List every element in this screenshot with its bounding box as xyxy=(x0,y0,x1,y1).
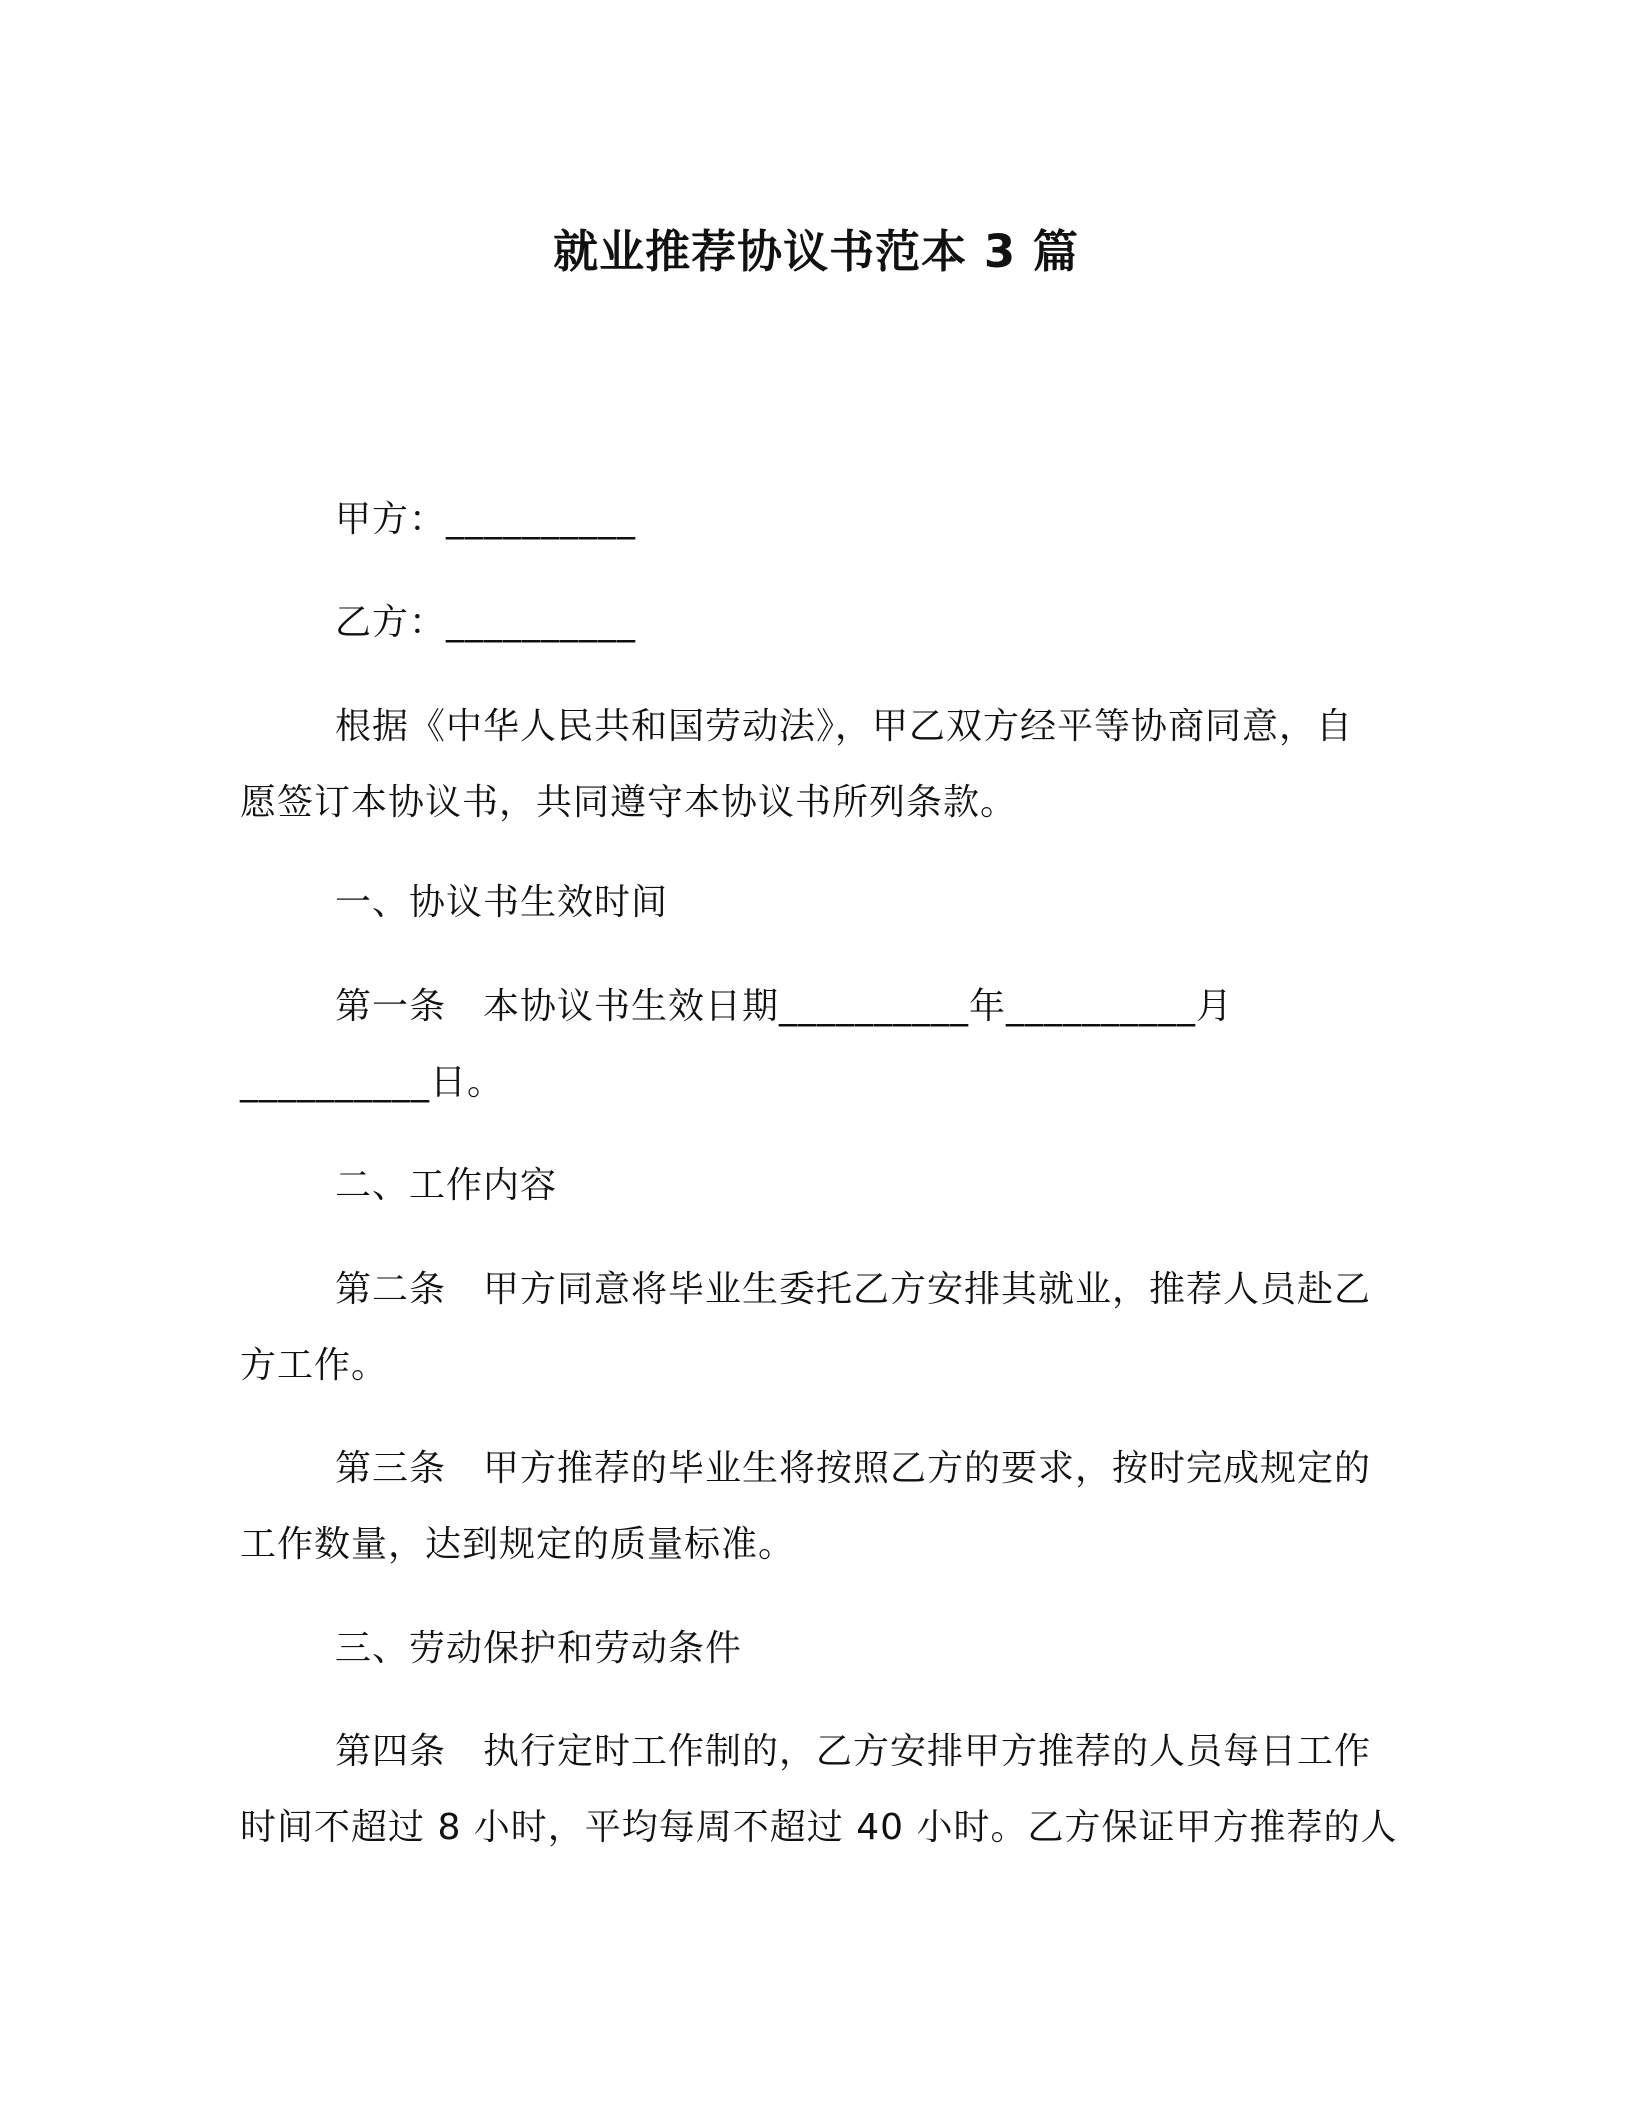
section-heading-2: 二、工作内容 xyxy=(335,1165,558,1206)
party-a-line: 甲方：__________ xyxy=(335,499,637,540)
article-3-line-2: 工作数量，达到规定的质量标准。 xyxy=(240,1524,796,1565)
document-title: 就业推荐协议书范本 3 篇 xyxy=(553,225,1079,278)
section-heading-3: 三、劳动保护和劳动条件 xyxy=(335,1628,743,1669)
article-4-line-1: 第四条 执行定时工作制的，乙方安排甲方推荐的人员每日工作 xyxy=(335,1731,1372,1772)
article-2-line-2: 方工作。 xyxy=(240,1345,389,1386)
preamble-line-2: 愿签订本协议书，共同遵守本协议书所列条款。 xyxy=(240,782,1018,823)
preamble-line-1: 根据《中华人民共和国劳动法》，甲乙双方经平等协商同意，自 xyxy=(335,706,1354,747)
party-b-line: 乙方：__________ xyxy=(335,602,637,643)
article-1-line-2: __________日。 xyxy=(240,1062,505,1103)
article-4-line-2: 时间不超过 8 小时，平均每周不超过 40 小时。乙方保证甲方推荐的人 xyxy=(240,1807,1398,1848)
section-heading-1: 一、协议书生效时间 xyxy=(335,882,669,923)
article-3-line-1: 第三条 甲方推荐的毕业生将按照乙方的要求，按时完成规定的 xyxy=(335,1448,1372,1489)
article-1-line-1: 第一条 本协议书生效日期__________年__________月 xyxy=(335,986,1234,1027)
article-2-line-1: 第二条 甲方同意将毕业生委托乙方安排其就业，推荐人员赴乙 xyxy=(335,1269,1372,1310)
